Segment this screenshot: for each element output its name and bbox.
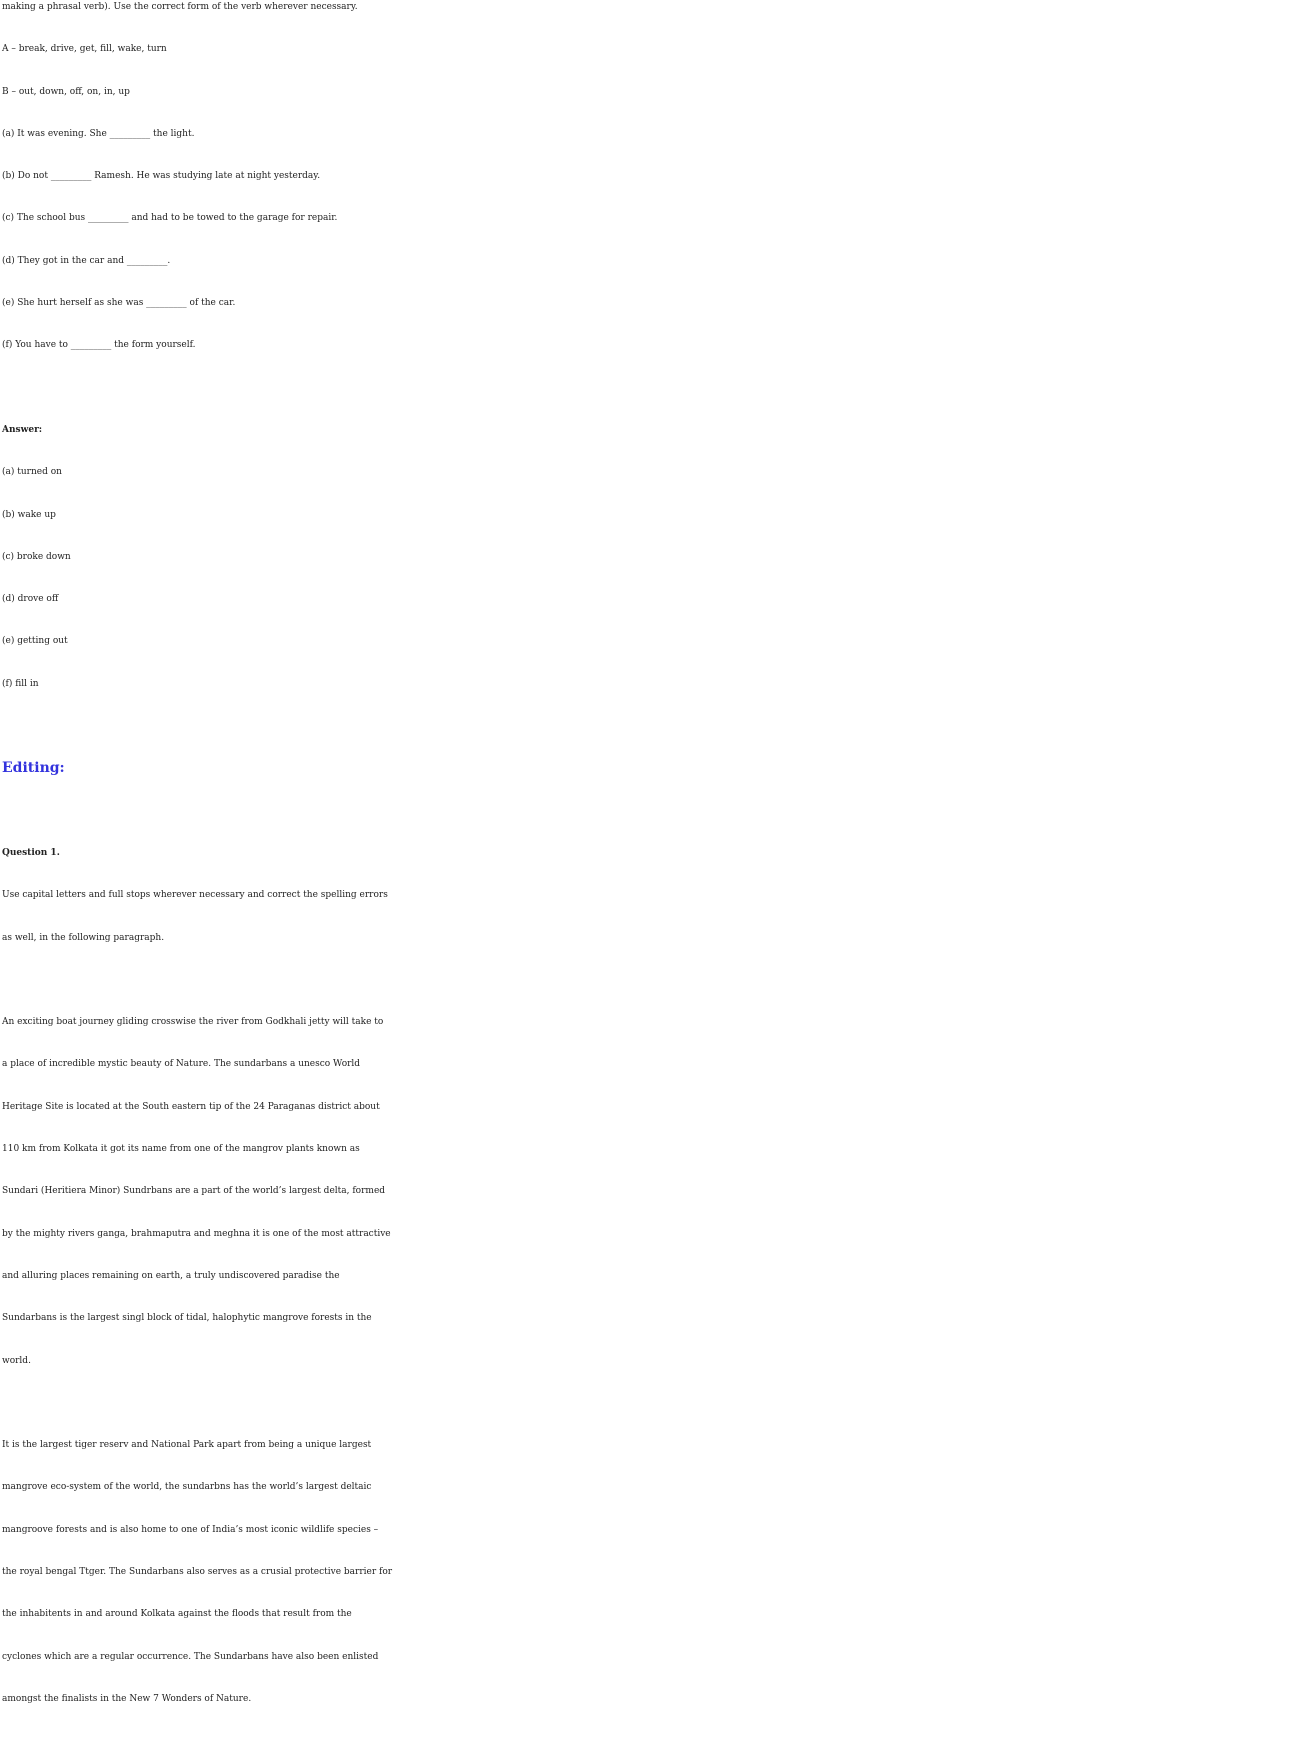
- spacer: [0, 367, 1297, 409]
- paragraph-line: amongst the finalists in the New 7 Wonders of Nature.: [2, 1693, 252, 1704]
- question-item: (c) The school bus _________ and had to be towed to the garage for repair.: [2, 213, 338, 224]
- answer-item: (e) getting out: [2, 636, 68, 647]
- paragraph-line: and alluring places remaining on earth, a truly undiscovered paradise the: [2, 1270, 340, 1281]
- question1-heading: Question 1.: [2, 847, 60, 858]
- paragraph-line: An exciting boat journey gliding crosswise the river from Godkhali jetty will take to: [2, 1017, 384, 1028]
- answer-item: (d) drove off: [2, 594, 59, 605]
- editing-heading: Editing:: [2, 760, 65, 777]
- intro-line: making a phrasal verb). Use the correct form of the verb wherever necessary.: [2, 2, 358, 12]
- paragraph-line: world.: [2, 1355, 31, 1366]
- question1-text-line: Use capital letters and full stops wherever necessary and correct the spelling errors: [2, 890, 388, 901]
- paragraph-line: mangroove forests and is also home to one of India’s most iconic wildlife species –: [2, 1524, 379, 1535]
- paragraph-line: Sundari (Heritiera Minor) Sundrbans are a part of the world’s largest delta, formed: [2, 1186, 386, 1197]
- answer-item: (b) wake up: [2, 509, 56, 520]
- paragraph-line: Sundarbans is the largest singl block of tidal, halophytic mangrove forests in the: [2, 1313, 372, 1324]
- word-list-a: A – break, drive, get, fill, wake, turn: [2, 44, 167, 55]
- spacer: [0, 959, 1297, 1001]
- question-item: (b) Do not _________ Ramesh. He was studying late at night yesterday.: [2, 171, 321, 182]
- answer-list: [0, 451, 1297, 705]
- word-list-b: B – out, down, off, on, in, up: [2, 86, 130, 97]
- paragraph-line: Heritage Site is located at the South eastern tip of the 24 Paraganas district about: [2, 1101, 380, 1112]
- paragraph-line: by the mighty rivers ganga, brahmaputra and meghna it is one of the most attractive: [2, 1228, 391, 1239]
- spacer: [0, 790, 1297, 832]
- paragraph-line: a place of incredible mystic beauty of Nature. The sundarbans a unesco World: [2, 1059, 361, 1070]
- paragraph-line: the royal bengal Ttger. The Sundarbans also serves as a crusial protective barrier for: [2, 1566, 393, 1577]
- question-list: [0, 113, 1297, 367]
- paragraph-line: It is the largest tiger reserv and National Park apart from being a unique largest: [2, 1440, 372, 1451]
- paragraph-1: [0, 1001, 1297, 1382]
- spacer: [0, 705, 1297, 747]
- spacer: [0, 1382, 1297, 1424]
- paragraph-line: the inhabitents in and around Kolkata against the floods that result from the: [2, 1609, 352, 1620]
- question-item: (e) She hurt herself as she was _________ of the car.: [2, 298, 236, 309]
- paragraph-line: mangrove eco-system of the world, the sundarbns has the world’s largest deltaic: [2, 1482, 372, 1493]
- question1-text-line: as well, in the following paragraph.: [2, 932, 165, 943]
- question-item: (f) You have to _________ the form yourself.: [2, 340, 196, 351]
- question-item: (d) They got in the car and _________.: [2, 255, 171, 266]
- answer-heading: Answer:: [2, 424, 43, 435]
- paragraph-line: cyclones which are a regular occurrence. The Sundarbans have also been enlisted: [2, 1651, 379, 1662]
- question-item: (a) It was evening. She _________ the light.: [2, 128, 195, 139]
- paragraph-2: [0, 1424, 1297, 1720]
- answer-item: (a) turned on: [2, 467, 62, 478]
- answer-item: (c) broke down: [2, 551, 71, 562]
- paragraph-line: 110 km from Kolkata it got its name from one of the mangrov plants known as: [2, 1144, 360, 1155]
- answer-item: (f) fill in: [2, 678, 39, 689]
